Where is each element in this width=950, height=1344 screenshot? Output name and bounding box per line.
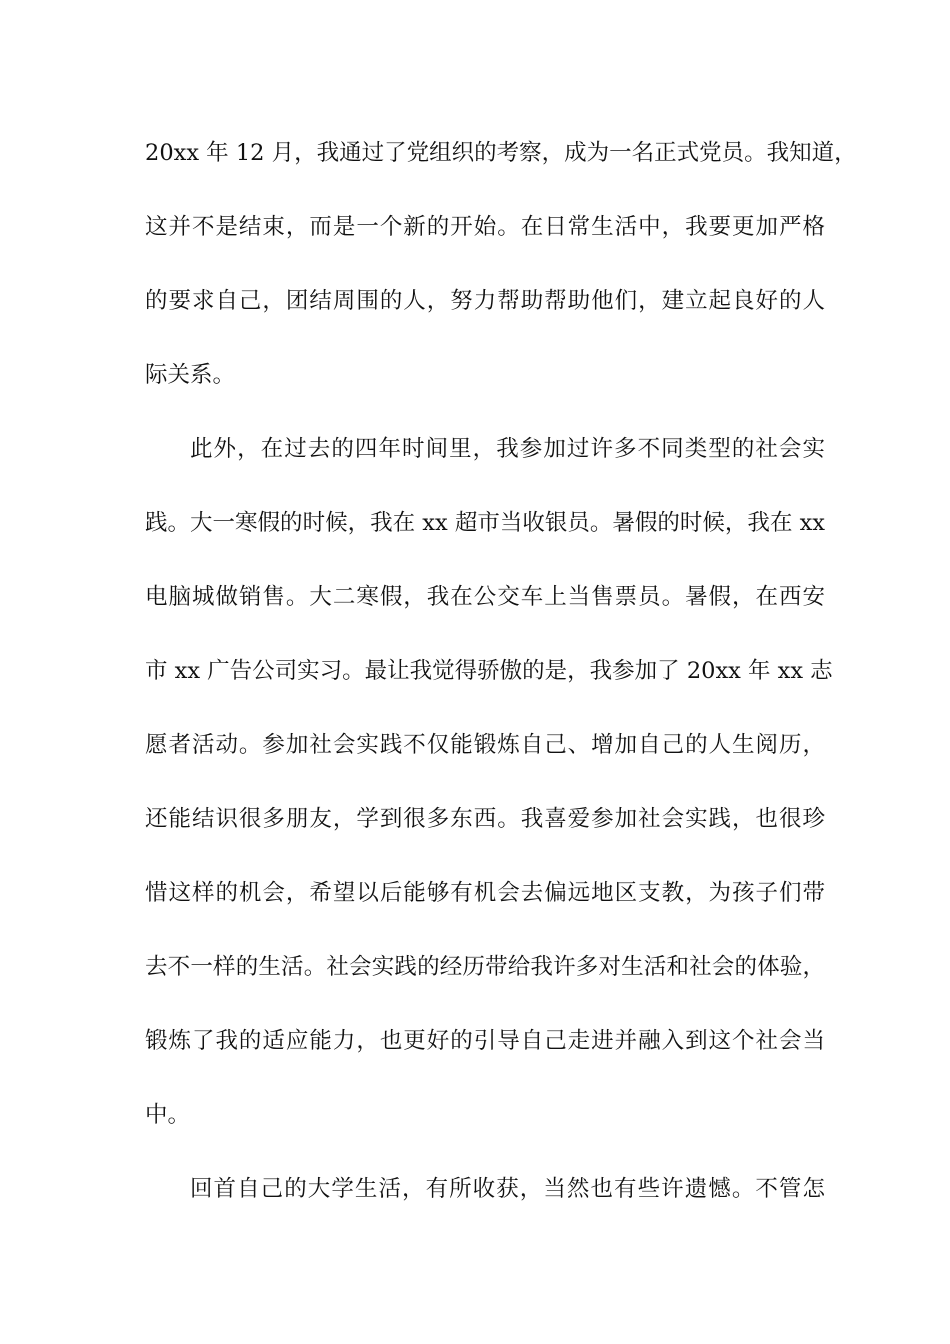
paragraph-2-line-10: 中。 <box>145 1102 191 1128</box>
paragraph-2-line-9: 锻炼了我的适应能力，也更好的引导自己走进并融入到这个社会当 <box>145 1028 825 1054</box>
paragraph-2-line-3: 电脑城做销售。大二寒假，我在公交车上当售票员。暑假，在西安 <box>145 584 825 610</box>
paragraph-3-line-1: 回首自己的大学生活，有所收获，当然也有些许遗憾。不管怎 <box>190 1176 825 1202</box>
paragraph-1-line-2: 这并不是结束，而是一个新的开始。在日常生活中，我要更加严格 <box>145 214 825 240</box>
paragraph-2-line-1: 此外，在过去的四年时间里，我参加过许多不同类型的社会实 <box>190 436 825 462</box>
paragraph-1-line-4: 际关系。 <box>145 362 236 388</box>
paragraph-2-line-5: 愿者活动。参加社会实践不仅能锻炼自己、增加自己的人生阅历， <box>145 732 825 758</box>
paragraph-1-line-3: 的要求自己，团结周围的人，努力帮助帮助他们，建立起良好的人 <box>145 288 825 314</box>
paragraph-1-line-1: 20xx 年 12 月，我通过了党组织的考察，成为一名正式党员。我知道， <box>145 140 857 166</box>
paragraph-2-line-8: 去不一样的生活。社会实践的经历带给我许多对生活和社会的体验， <box>145 954 825 980</box>
paragraph-2-line-7: 惜这样的机会，希望以后能够有机会去偏远地区支教，为孩子们带 <box>145 880 825 906</box>
paragraph-2-line-4: 市 xx 广告公司实习。最让我觉得骄傲的是，我参加了 20xx 年 xx 志 <box>145 658 833 684</box>
paragraph-2-line-2: 践。大一寒假的时候，我在 xx 超市当收银员。暑假的时候，我在 xx <box>145 510 825 536</box>
paragraph-2-line-6: 还能结识很多朋友，学到很多东西。我喜爱参加社会实践，也很珍 <box>145 806 825 832</box>
